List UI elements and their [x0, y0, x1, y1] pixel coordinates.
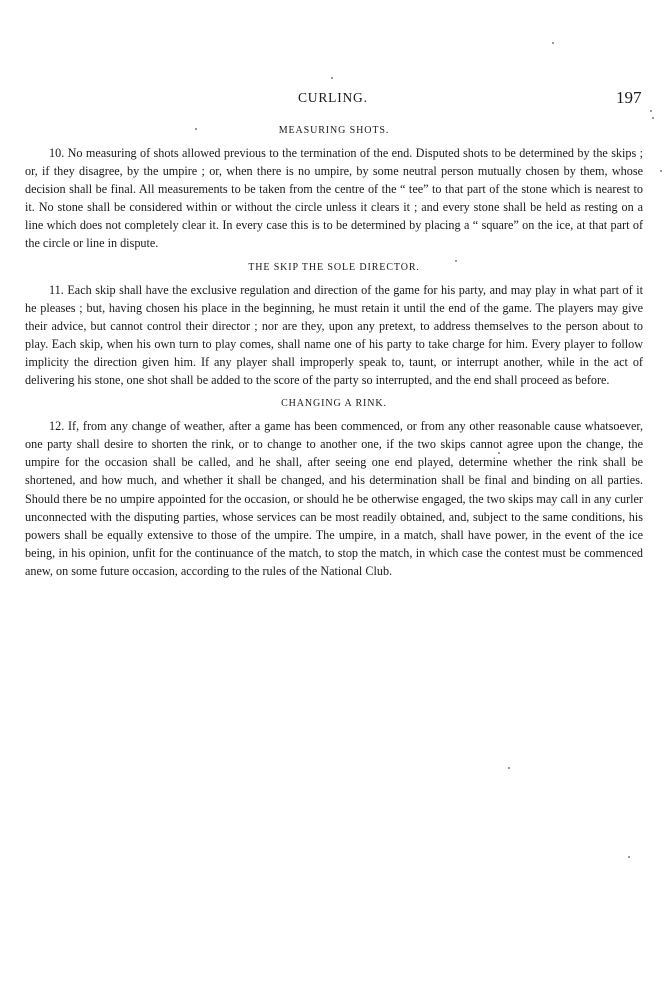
scan-speck — [660, 170, 662, 172]
rule-text: No measuring of shots allowed previous to the termination of the end. Disputed shots to be determined by the skips ; or, if they disagree, by the umpire ; or, when there is no umpire, by some neutral person mutually chosen by them, whose decision shall be final. All measurements to be taken from the centre of the “ tee” to that part of the stone which is nearest to it. No stone shall be considered within or without the circle unless it clears it ; and every stone shall be held as resting on a line which does not completely clear it. In every case this is to be determined by placing a “ square” on the ice, at that part of the circle or line in dispute. — [25, 146, 644, 251]
scan-speck — [455, 260, 457, 262]
rule-paragraph — [25, 281, 643, 390]
rule-number: 11. — [49, 282, 64, 297]
rule-text: If, from any change of weather, after a game has been commenced, or from any other reasonable cause whatsoever, one party shall desire to shorten the rink, or to change to another one, if the two skips cannot agree upon the change, the umpire for the occasion shall be called, and he shall, after seeing one end played, determine whether the rink shall be shortened, and how much, and whether it shall be changed, and his determination shall be final and binding on all parties. Should there be no umpire appointed for the occasion, or should he be otherwise engaged, the two skips may call in any curler unconnected with the disputing parties, whose services can be most readily obtained, and, subject to the same conditions, his powers shall be equally extensive to those of the umpire. The umpire, in a match, shall have power, in the event of the ice being, in his opinion, unfit for the continuance of the match, to stop the match, in which case the contest must be commenced anew, on some future occasion, according to the rules of the National Club. — [25, 419, 643, 578]
section-heading: MEASURING SHOTS. — [278, 125, 390, 136]
section-changing-a-rink — [25, 397, 643, 580]
rule-paragraph — [25, 417, 643, 580]
scan-speck — [195, 128, 197, 130]
rule-paragraph — [25, 144, 643, 253]
scan-speck — [508, 767, 510, 769]
rule-text: Each skip shall have the exclusive regulation and direction of the game for his party, and may play in what part of it he pleases ; but, having chosen his place in the beginning, he must retain it until the end of the game. The players may give their advice, but cannot control their director ; nor are they, upon any pretext, to address themselves to the person about to play. Each skip, when his own turn to play comes, shall name one of his party to take charge for him. Every player to follow implicity the direction given him. If any player shall improperly speak to, taunt, or interrupt another, while in the act of delivering his stone, one shot shall be added to the score of the party so interrupted, and the end shall proceed as before. — [25, 282, 643, 388]
scan-speck — [331, 77, 333, 79]
rule-number: 12. — [49, 419, 65, 434]
scan-speck — [650, 110, 652, 112]
rule-number: 10. — [49, 146, 65, 160]
scan-speck — [552, 42, 554, 44]
scan-speck — [628, 856, 630, 858]
section-heading: THE SKIP THE SOLE DIRECTOR. — [248, 261, 420, 273]
section-skip-sole-director — [25, 261, 643, 390]
scan-speck — [498, 452, 500, 454]
section-heading: CHANGING A RINK. — [281, 398, 387, 410]
body-text — [25, 124, 643, 588]
scan-speck — [652, 117, 654, 119]
running-head — [0, 90, 671, 110]
page-number: 197 — [616, 88, 642, 107]
section-measuring-shots — [25, 124, 643, 253]
running-title: CURLING. — [298, 90, 368, 105]
